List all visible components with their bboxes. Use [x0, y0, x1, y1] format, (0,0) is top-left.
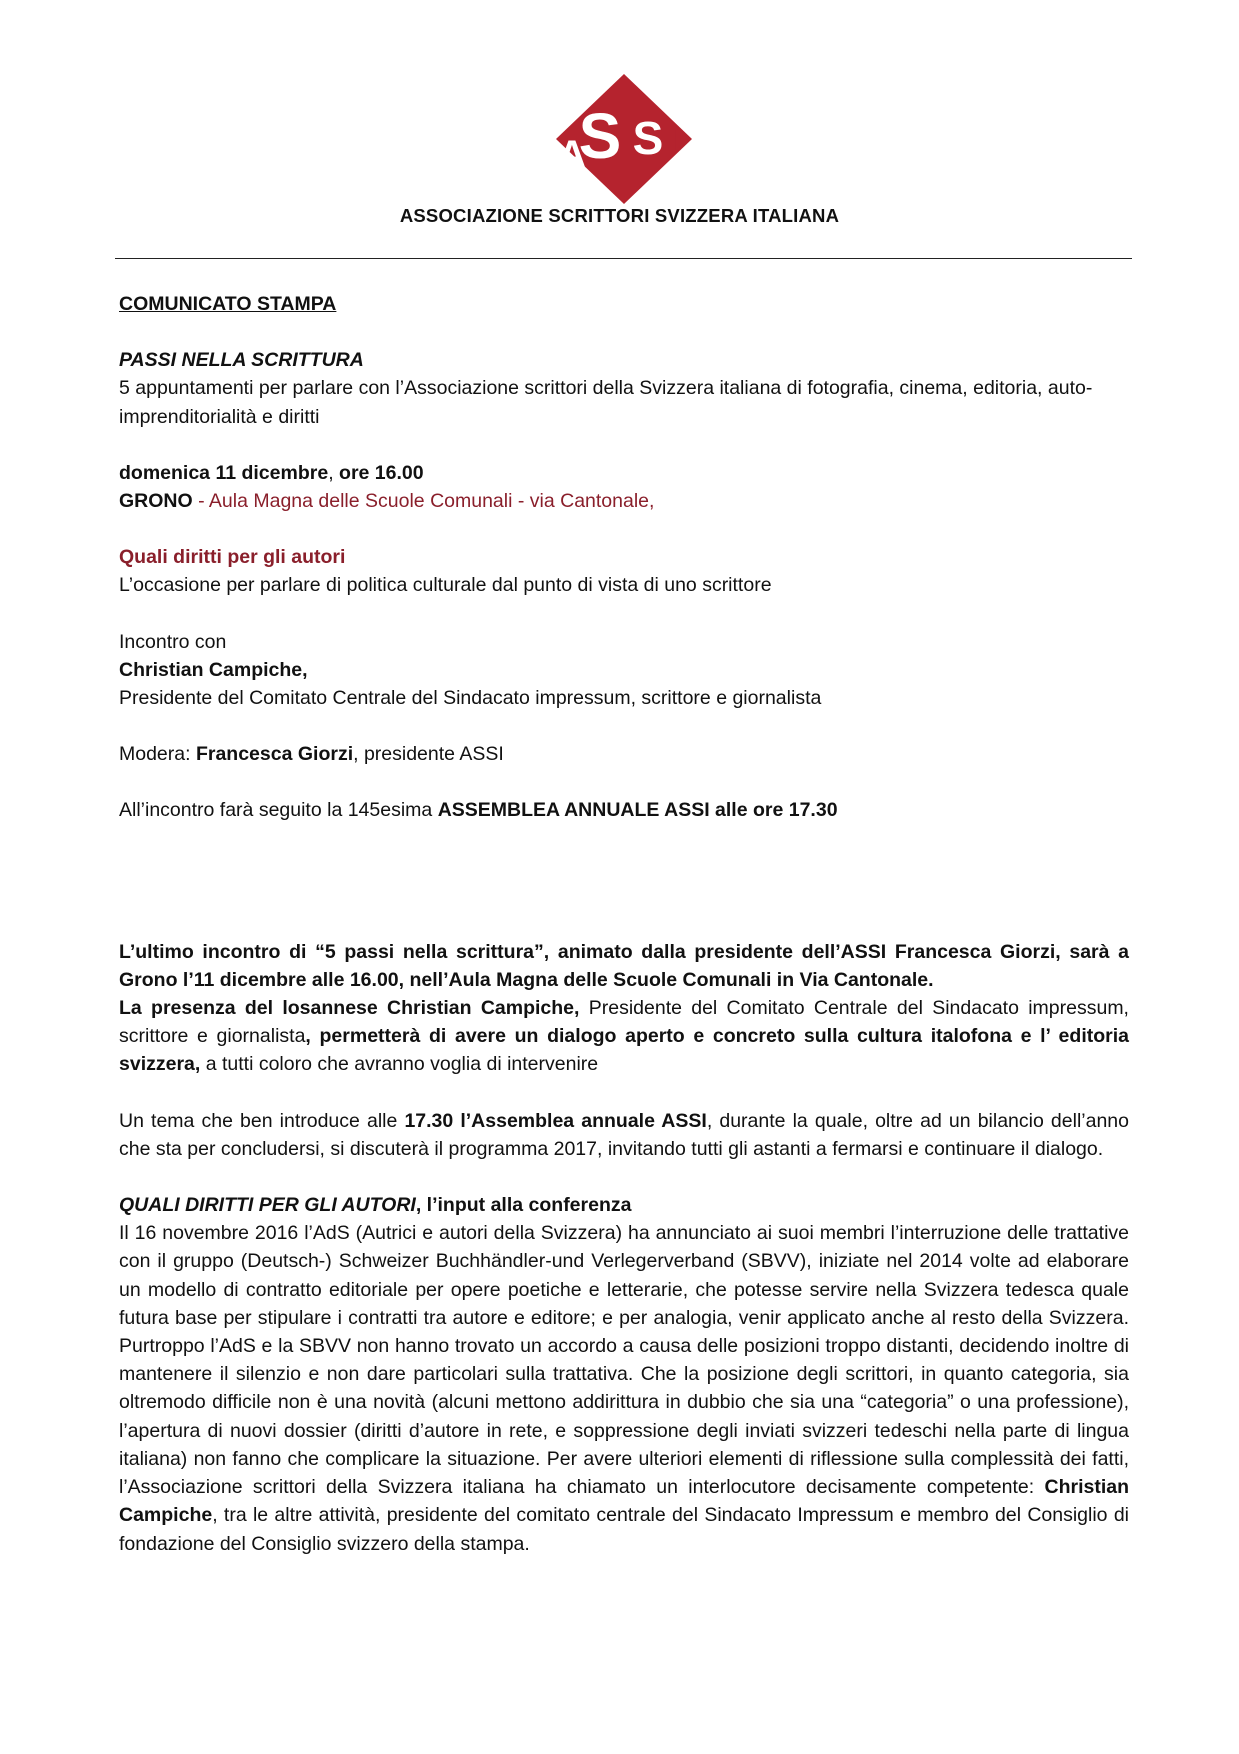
event-date: domenica 11 dicembre, ore 16.00	[119, 461, 424, 484]
release-label: COMUNICATO STAMPA	[119, 293, 337, 315]
content	[119, 290, 1129, 1558]
guest-name: Christian Campiche,	[119, 658, 308, 681]
svg-text:S: S	[632, 112, 664, 164]
header-divider	[115, 258, 1132, 259]
moderator: Modera: Francesca Giorzi, presidente ASSI	[119, 743, 504, 766]
meeting-with: Incontro con	[119, 630, 227, 653]
organization-name: ASSOCIAZIONE SCRITTORI SVIZZERA ITALIANA	[399, 205, 840, 226]
assi-logo	[554, 72, 694, 206]
body-paragraph-1: L’ultimo incontro di “5 passi nella scrittura”, animato dalla presidente dell’ASSI Francesca Giorzi, sarà a Grono l’11 dicembre alle 16.00, nell’Aula Magna delle Scuole Comunali in Via Cantonale. La presenza del losannese Christian Campiche, Presidente del Comitato Centrale del Sindacato impressum, scrittore e giornalista, permetterà di avere un dialogo aperto e concreto sulla cultura italofona e l’ editoria svizzera, a tutti coloro che avranno voglia di intervenire	[119, 940, 1129, 1076]
series-title: PASSI NELLA SCRITTURA	[119, 349, 364, 372]
svg-text:A: A	[557, 133, 587, 177]
body-paragraph-3: Il 16 novembre 2016 l’AdS (Autrici e autori della Svizzera) ha annunciato ai suoi membri l’interruzione delle trattative con il gruppo (Deutsch-) Schweizer Buchhändler-und Verlegerverband (SBVV), iniziate nel 2014 volte ad elaborare un modello di contratto editoriale per opere poetiche e letterarie, che potesse servire nella Svizzera tedesca quale futura base per stipulare i contratti tra autore e editore; e per analogia, venir applicato anche al resto della Svizzera. Purtroppo l’AdS e la SBVV non hanno trovato un accordo a causa delle posizioni troppo distanti, decidendo inoltre di mantenere il silenzio e non dare particolari sulla trattativa. Che la posizione degli scrittori, in quanto categoria, sia oltremodo difficile non è una novità (alcuni mettono addirittura in dubbio che sia una “categoria” o una professione), l’apertura di nuovi dossier (diritti d’autore in rete, e soppressione degli inviati svizzeri tedeschi nella parte di lingua italiana) non fanno che complicare la situazione. Per avere ulteriori elementi di riflessione sulla complessità dei fatti, l’Associazione scrittori della Svizzera italiana ha chiamato un interlocutore decisamente competente: Christian Campiche, tra le altre attività, presidente del comitato centrale del Sindacato Impressum e membro del Consiglio di fondazione del Consiglio svizzero della stampa.	[119, 1222, 1129, 1555]
series-description: 5 appuntamenti per parlare con l’Associazione scrittori della Svizzera italiana di fotografia, cinema, editoria, auto-imprenditorialità e diritti	[119, 377, 1093, 428]
body-paragraph-2: Un tema che ben introduce alle 17.30 l’Assemblea annuale ASSI, durante la quale, oltre ad un bilancio dell’anno che sta per concludersi, si discuterà il programma 2017, invitando tutti gli astanti a fermarsi e continuare il dialogo.	[119, 1109, 1129, 1160]
event-place: GRONO - Aula Magna delle Scuole Comunali - via Cantonale,	[119, 490, 655, 513]
svg-text:I: I	[673, 124, 683, 157]
event-topic: Quali diritti per gli autori	[119, 546, 346, 569]
guest-role: Presidente del Comitato Centrale del Sindacato impressum, scrittore e giornalista	[119, 687, 822, 710]
section-heading: QUALI DIRITTI PER GLI AUTORI, l’input alla conferenza	[119, 1194, 632, 1217]
event-topic-description: L’occasione per parlare di politica culturale dal punto di vista di uno scrittore	[119, 574, 772, 597]
svg-text:S: S	[578, 100, 622, 172]
assembly-note: All’incontro farà seguito la 145esima ASSEMBLEA ANNUALE ASSI alle ore 17.30	[119, 799, 838, 822]
